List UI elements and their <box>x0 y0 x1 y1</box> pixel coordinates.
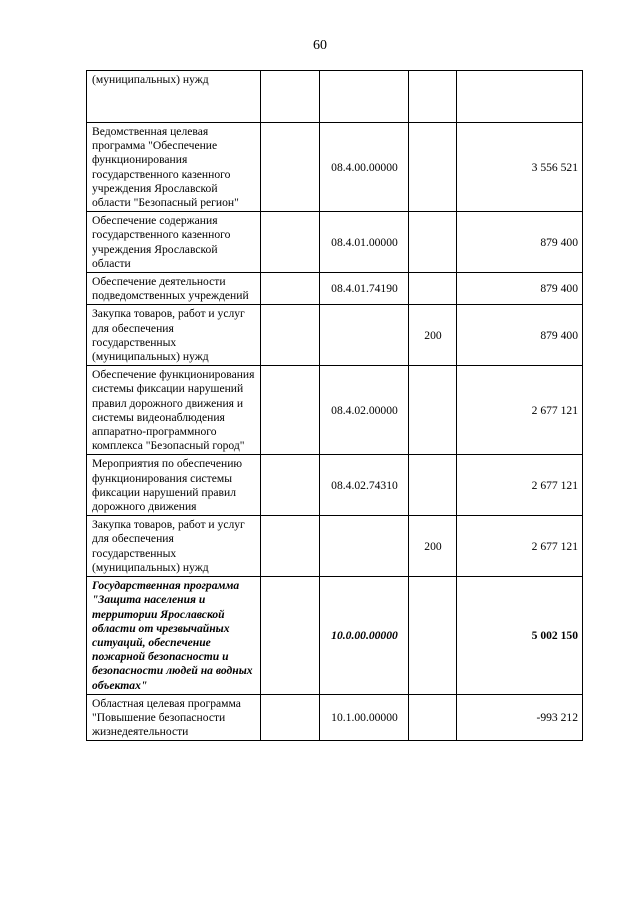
row-kind <box>409 212 457 273</box>
row-extra <box>261 305 320 366</box>
row-name: Обеспечение деятельности подведомственных учреждений <box>87 273 261 305</box>
row-kind <box>409 577 457 695</box>
row-amount: 5 002 150 <box>457 577 583 695</box>
row-extra <box>261 273 320 305</box>
row-amount: 879 400 <box>457 305 583 366</box>
row-amount: 2 677 121 <box>457 516 583 577</box>
table-row <box>87 455 583 516</box>
row-code: 10.1.00.00000 <box>320 694 409 741</box>
budget-table <box>86 70 583 741</box>
row-amount: 3 556 521 <box>457 123 583 212</box>
row-amount: -993 212 <box>457 694 583 741</box>
row-kind <box>409 694 457 741</box>
row-extra <box>261 577 320 695</box>
row-extra <box>261 455 320 516</box>
row-name: Областная целевая программа "Повышение безопасности жизнедеятельности <box>87 694 261 741</box>
row-code <box>320 71 409 123</box>
table-row <box>87 305 583 366</box>
row-code: 08.4.02.74310 <box>320 455 409 516</box>
row-name: (муниципальных) нужд <box>87 71 261 123</box>
page-number: 60 <box>313 38 327 53</box>
row-extra <box>261 212 320 273</box>
row-kind <box>409 455 457 516</box>
row-extra <box>261 366 320 455</box>
row-kind: 200 <box>409 516 457 577</box>
row-name: Мероприятия по обеспечению функционирования системы фиксации нарушений правил дорожного движения <box>87 455 261 516</box>
table-row <box>87 694 583 741</box>
row-kind <box>409 366 457 455</box>
row-code <box>320 305 409 366</box>
row-code: 08.4.02.00000 <box>320 366 409 455</box>
row-code <box>320 516 409 577</box>
row-kind <box>409 273 457 305</box>
row-amount: 879 400 <box>457 273 583 305</box>
row-kind: 200 <box>409 305 457 366</box>
row-extra <box>261 71 320 123</box>
row-amount: 2 677 121 <box>457 455 583 516</box>
table-row <box>87 123 583 212</box>
row-name: Ведомственная целевая программа "Обеспечение функционирования государственного казенного учреждения Ярославской области "Безопасный регион" <box>87 123 261 212</box>
row-code: 08.4.00.00000 <box>320 123 409 212</box>
table-row <box>87 71 583 123</box>
table-row <box>87 273 583 305</box>
row-name: Обеспечение функционирования системы фиксации нарушений правил дорожного движения и системы видеонаблюдения аппаратно-программного комплекса "Безопасный город" <box>87 366 261 455</box>
row-name: Закупка товаров, работ и услуг для обеспечения государственных (муниципальных) нужд <box>87 305 261 366</box>
row-kind <box>409 123 457 212</box>
row-name: Обеспечение содержания государственного казенного учреждения Ярославской области <box>87 212 261 273</box>
row-name: Государственная программа "Защита населения и территории Ярославской области от чрезвычайных ситуаций, обеспечение пожарной безопасности и безопасности людей на водных объектах" <box>87 577 261 695</box>
row-extra <box>261 694 320 741</box>
row-name: Закупка товаров, работ и услуг для обеспечения государственных (муниципальных) нужд <box>87 516 261 577</box>
table-row <box>87 516 583 577</box>
row-code: 10.0.00.00000 <box>320 577 409 695</box>
row-extra <box>261 516 320 577</box>
table-row <box>87 212 583 273</box>
row-code: 08.4.01.74190 <box>320 273 409 305</box>
row-amount: 879 400 <box>457 212 583 273</box>
table-row <box>87 366 583 455</box>
row-kind <box>409 71 457 123</box>
row-extra <box>261 123 320 212</box>
row-amount: 2 677 121 <box>457 366 583 455</box>
row-code: 08.4.01.00000 <box>320 212 409 273</box>
table-row <box>87 577 583 695</box>
row-amount <box>457 71 583 123</box>
